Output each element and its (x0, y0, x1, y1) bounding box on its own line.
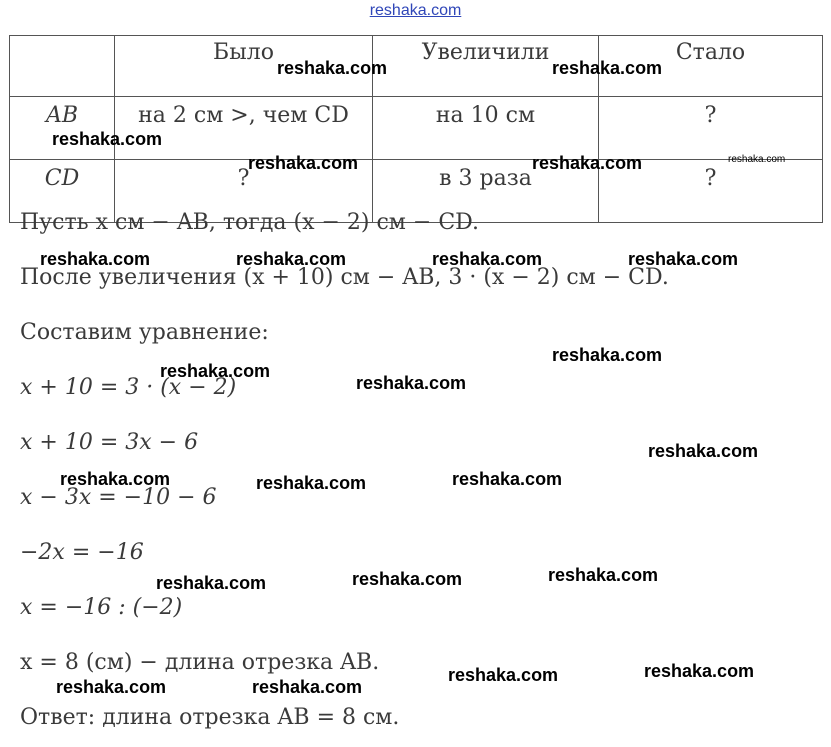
watermark: reshaka.com (248, 153, 359, 173)
site-header (0, 0, 831, 24)
watermark: reshaka.com (548, 565, 659, 585)
equation-line: x = −16 : (−2) (20, 595, 183, 620)
site-link[interactable]: reshaka.com (369, 2, 462, 19)
watermark: reshaka.com (277, 58, 388, 78)
watermark: reshaka.com (40, 249, 151, 269)
watermark: reshaka.com (728, 154, 786, 165)
table-cell: в 3 раза (373, 160, 599, 223)
watermark: reshaka.com (256, 473, 367, 493)
equation-line: −2x = −16 (20, 540, 144, 565)
column-header (10, 36, 115, 97)
watermark: reshaka.com (452, 469, 563, 489)
watermark: reshaka.com (356, 373, 467, 393)
table-cell: ? (599, 97, 823, 160)
watermark: reshaka.com (160, 361, 271, 381)
column-header: Увеличили (373, 36, 599, 97)
watermark: reshaka.com (552, 58, 663, 78)
answer-line: Ответ: длина отрезка AB = 8 см. (20, 705, 400, 730)
watermark: reshaka.com (156, 573, 267, 593)
table-cell: ? (115, 160, 373, 223)
watermark: reshaka.com (60, 469, 171, 489)
table-cell: на 10 см (373, 97, 599, 160)
row-label: AB (10, 97, 115, 160)
table-row (10, 97, 823, 160)
watermark: reshaka.com (52, 129, 163, 149)
column-header: Стало (599, 36, 823, 97)
solution-line: Составим уравнение: (20, 320, 269, 345)
table-cell: ? (599, 160, 823, 223)
row-label: CD (10, 160, 115, 223)
solution-line: Пусть x см − AB, тогда (x − 2) см − CD. (20, 210, 480, 235)
watermark: reshaka.com (236, 249, 347, 269)
watermark: reshaka.com (552, 345, 663, 365)
column-header: Было (115, 36, 373, 97)
solution-line: После увеличения (x + 10) см − AB, 3 · (x − 2) см − CD. (20, 265, 669, 290)
equation-line: x + 10 = 3x − 6 (20, 430, 199, 455)
watermark: reshaka.com (352, 569, 463, 589)
equation-line: x − 3x = −10 − 6 (20, 485, 217, 510)
table-cell: на 2 см >, чем CD (115, 97, 373, 160)
watermark: reshaka.com (532, 153, 643, 173)
watermark: reshaka.com (644, 661, 755, 681)
watermark: reshaka.com (432, 249, 543, 269)
watermark: reshaka.com (628, 249, 739, 269)
watermark: reshaka.com (448, 665, 559, 685)
equation-line: x + 10 = 3 · (x − 2) (20, 375, 237, 400)
solution-line: x = 8 (см) − длина отрезка AB. (20, 650, 380, 675)
table-header-row (10, 36, 823, 97)
watermark: reshaka.com (252, 677, 363, 697)
watermark: reshaka.com (56, 677, 167, 697)
watermark: reshaka.com (648, 441, 759, 461)
